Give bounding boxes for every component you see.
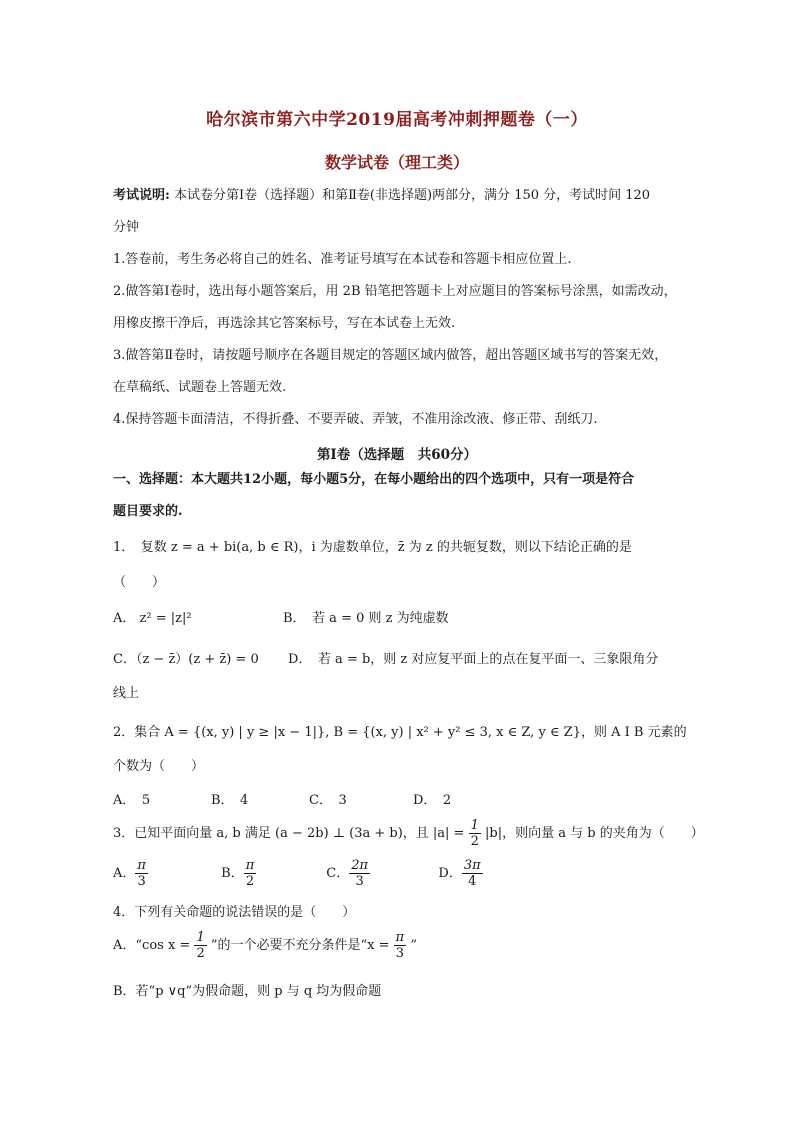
q4-option-a-frac-2 <box>394 930 407 961</box>
q3-option-c-den: 3 <box>355 874 364 889</box>
q1-option-d: D． 若 a = b，则 z 对应复平面上的点在复平面一、三象限角分 <box>288 652 659 667</box>
q2-option-d: D． 2 <box>413 793 452 808</box>
q1-option-c: C．（z − z̄）(z + z̄) = 0 <box>113 652 259 667</box>
instruction-item-1: 1.答卷前，考生务必将自己的姓名、准考证号填写在本试卷和答题卡相应位置上. <box>113 252 572 267</box>
part1-heading: 第Ⅰ卷（选择题 共60分） <box>316 447 478 463</box>
instruction-item-3-cont: 在草稿纸、试题卷上答题无效. <box>113 380 287 395</box>
q4-option-b: B．若“p ∨q”为假命题，则 p 与 q 均为假命题 <box>113 984 382 999</box>
exam-subtitle: 数学试卷（理工类） <box>324 153 469 172</box>
q4-option-a-part-2: ”的一个必要不充分条件是“x = <box>210 938 390 953</box>
q1-option-d-cont: 线上 <box>113 686 140 701</box>
q2-option-a: A． 5 <box>113 793 151 808</box>
q3-options <box>113 858 483 890</box>
instructions-line-1 <box>113 188 650 204</box>
q4-option-a-frac-2-den: 3 <box>395 946 405 961</box>
q4-option-a-part-3: ” <box>410 938 418 953</box>
q4-option-a-part-1: A．“cos x = <box>113 938 191 953</box>
q4-stem: 4．下列有关命题的说法错误的是（ ） <box>113 905 356 920</box>
q3-option-d-den: 4 <box>468 874 477 889</box>
q2-stem: 2．集合 A = {(x, y) | y ≥ |x − 1|}, B = {(x, y) | x² + y² ≤ 3, x ∈ Z, y ∈ Z}，则 A I B 元素的 <box>113 725 687 740</box>
q1-paren: （ ） <box>113 575 166 590</box>
q3-option-b-den: 2 <box>245 874 255 889</box>
q2-option-b: B． 4 <box>211 793 249 808</box>
instructions-line-2: 分钟 <box>113 220 140 235</box>
q3-option-a-label: A． <box>113 866 136 881</box>
q3-option-b-num: π <box>245 858 255 873</box>
exam-title: 哈尔滨市第六中学2019届高考冲刺押题卷（一） <box>206 110 588 130</box>
instructions-text-1: 本试卷分第Ⅰ卷（选择题）和第Ⅱ卷(非选择题)两部分，满分 150 分，考试时间 120 <box>169 188 651 203</box>
q3-stem-part-2: |b|，则向量 a 与 b 的夹角为（ ） <box>485 826 704 841</box>
q1-stem: 1． 复数 z = a + bi(a, b ∈ R)，i 为虚数单位，z̄ 为 z 的共轭复数，则以下结论正确的是 <box>113 540 632 555</box>
q3-option-b-frac <box>244 858 257 889</box>
q4-option-a-frac-1 <box>194 930 206 961</box>
instructions-label: 考试说明: <box>113 188 170 203</box>
q3-option-a-den: 3 <box>137 874 146 889</box>
q3-option-b <box>221 858 322 890</box>
q3-stem <box>113 818 704 849</box>
q1-option-a: A． z² = |z|² <box>113 611 192 626</box>
q3-option-d-frac <box>462 858 483 889</box>
q3-option-a-num: π <box>137 858 146 873</box>
q1-option-b: B． 若 a = 0 则 z 为纯虚数 <box>283 611 449 626</box>
q3-option-c <box>326 858 434 890</box>
instruction-item-3: 3.做答第Ⅱ卷时，请按题号顺序在各题目规定的答题区域内做答，超出答题区域书写的答案无效， <box>113 348 668 363</box>
q3-option-d <box>438 858 482 890</box>
q3-fraction <box>469 818 481 849</box>
q3-option-c-label: C． <box>326 866 350 881</box>
instruction-item-4: 4.保持答题卡面清洁，不得折叠、不要弄破、弄皱，不准用涂改液、修正带、刮纸刀. <box>113 412 598 427</box>
q3-option-a <box>113 858 217 890</box>
q3-option-d-label: D． <box>438 866 462 881</box>
q4-option-a-frac-2-num: π <box>395 930 405 945</box>
instruction-item-2-cont: 用橡皮擦干净后，再选涂其它答案标号，写在本试卷上无效. <box>113 316 456 331</box>
q2-stem-cont: 个数为（ ） <box>113 759 205 774</box>
instruction-item-2: 2.做答第Ⅰ卷时，选出每小题答案后，用 2B 铅笔把答题卡上对应题目的答案标号涂黑，如需改动， <box>113 284 677 299</box>
q3-stem-part-1: 3．已知平面向量 a, b 满足 (a − 2b) ⊥ (3a + b)，且 |a| = <box>113 826 465 841</box>
q3-fraction-numerator: 1 <box>470 818 479 833</box>
q4-option-a-frac-1-num: 1 <box>196 930 205 945</box>
q3-option-c-num: 2π <box>351 858 369 873</box>
q4-option-a-frac-1-den: 2 <box>196 946 205 961</box>
q3-fraction-denominator: 2 <box>470 834 479 849</box>
section1-line-1: 一、选择题：本大题共12小题，每小题5分，在每小题给出的四个选项中，只有一项是符合 <box>113 472 635 487</box>
q4-option-a <box>113 930 417 962</box>
q3-option-a-frac <box>135 858 148 889</box>
q3-option-d-num: 3π <box>463 858 481 873</box>
q3-option-b-label: B． <box>221 866 244 881</box>
section1-line-2: 题目要求的. <box>113 504 183 519</box>
q3-option-c-frac <box>349 858 370 889</box>
q2-option-c: C． 3 <box>309 793 347 808</box>
